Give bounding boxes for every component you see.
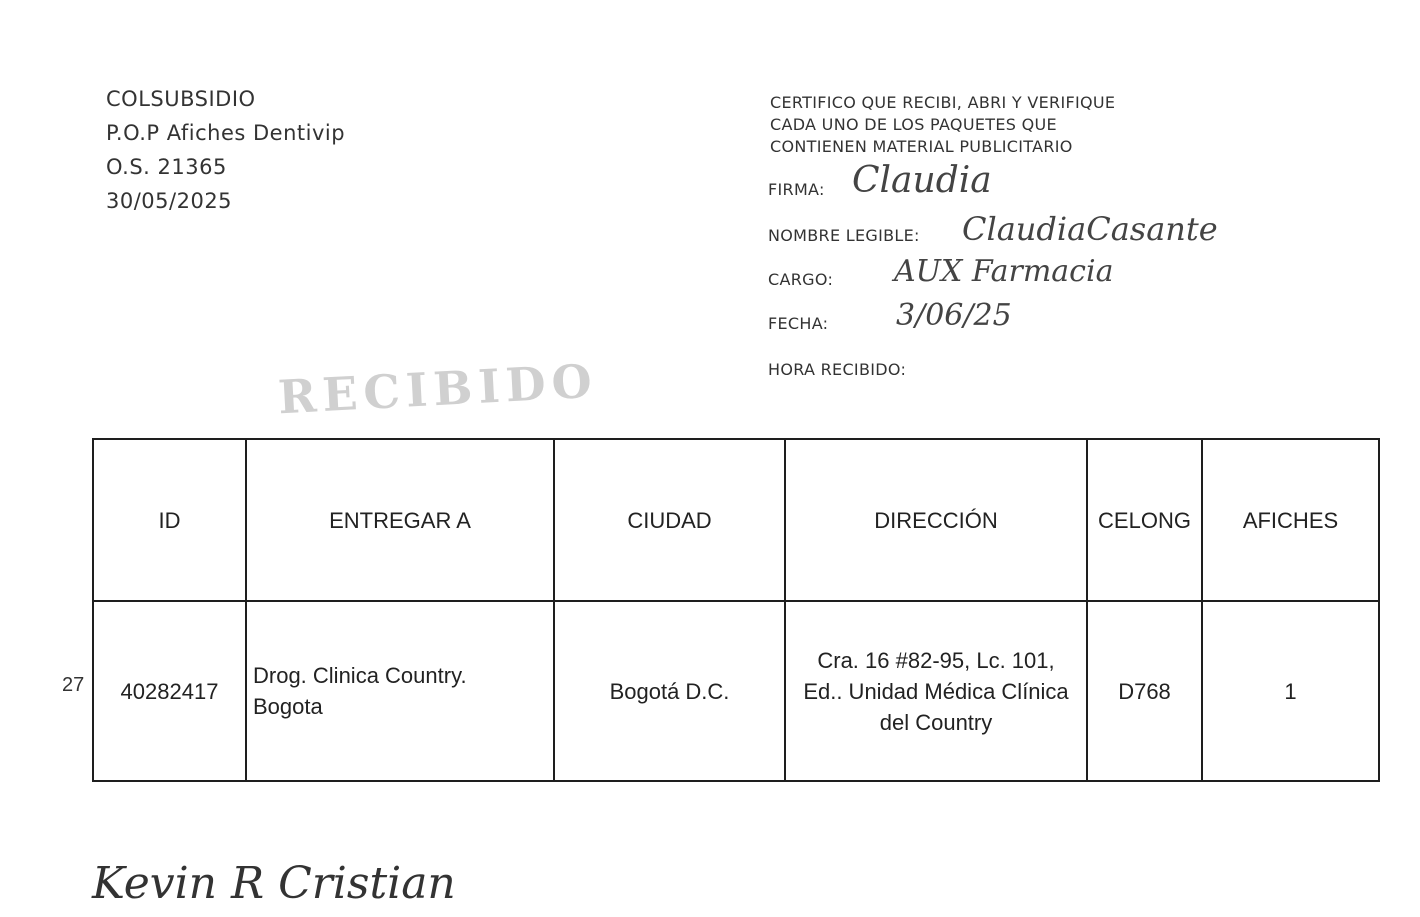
header-direccion: DIRECCIÓN: [874, 507, 998, 533]
firma-label: FIRMA:: [768, 180, 825, 199]
direccion-line-3: del Country: [879, 709, 993, 735]
fecha-label: FECHA:: [768, 314, 829, 333]
company-name: COLSUBSIDIO: [106, 87, 256, 111]
cell-celong: D768: [1118, 678, 1171, 704]
header-afiches: AFICHES: [1242, 507, 1339, 533]
direccion-line-1: Cra. 16 #82-95, Lc. 101,: [817, 647, 1055, 673]
cell-direccion: [786, 602, 1086, 780]
entregar-line-1: Drog. Clinica Country.: [253, 663, 467, 688]
document-header: [106, 82, 345, 218]
cell-entregar-a: [247, 602, 553, 780]
certification-line-2: CADA UNO DE LOS PAQUETES QUE: [770, 115, 1057, 134]
cell-id: 40282417: [120, 678, 219, 704]
direccion-line-2: Ed.. Unidad Médica Clínica: [803, 678, 1069, 704]
courier-signature: Kevin R Cristian: [92, 858, 456, 909]
project-name: P.O.P Afiches Dentivip: [106, 121, 346, 145]
delivery-table: [92, 438, 1380, 782]
certification-line-3: CONTIENEN MATERIAL PUBLICITARIO: [770, 137, 1073, 156]
cargo-label: CARGO:: [768, 270, 834, 289]
document-date: 30/05/2025: [106, 189, 233, 213]
certification-line-1: CERTIFICO QUE RECIBI, ABRI Y VERIFIQUE: [770, 93, 1116, 112]
header-celong: CELONG: [1098, 507, 1191, 533]
header-id: ID: [158, 507, 181, 533]
certification-statement: [770, 92, 1115, 158]
hora-recibido-label: HORA RECIBIDO:: [768, 360, 907, 379]
order-number: O.S. 21365: [106, 155, 227, 179]
cell-afiches: 1: [1284, 678, 1297, 704]
fecha-value: 3/06/25: [896, 298, 1012, 333]
header-ciudad: CIUDAD: [627, 507, 712, 533]
recibido-stamp: RECIBIDO: [276, 353, 599, 425]
header-entregar-a: ENTREGAR A: [329, 507, 471, 533]
nombre-legible-label: NOMBRE LEGIBLE:: [768, 226, 920, 245]
row-number: 27: [62, 674, 85, 696]
cell-ciudad: Bogotá D.C.: [609, 678, 730, 704]
nombre-legible-value: ClaudiaCasante: [962, 210, 1218, 248]
entregar-line-2: Bogota: [253, 694, 323, 719]
firma-signature: Claudia: [852, 160, 992, 201]
cargo-value: AUX Farmacia: [894, 254, 1114, 289]
